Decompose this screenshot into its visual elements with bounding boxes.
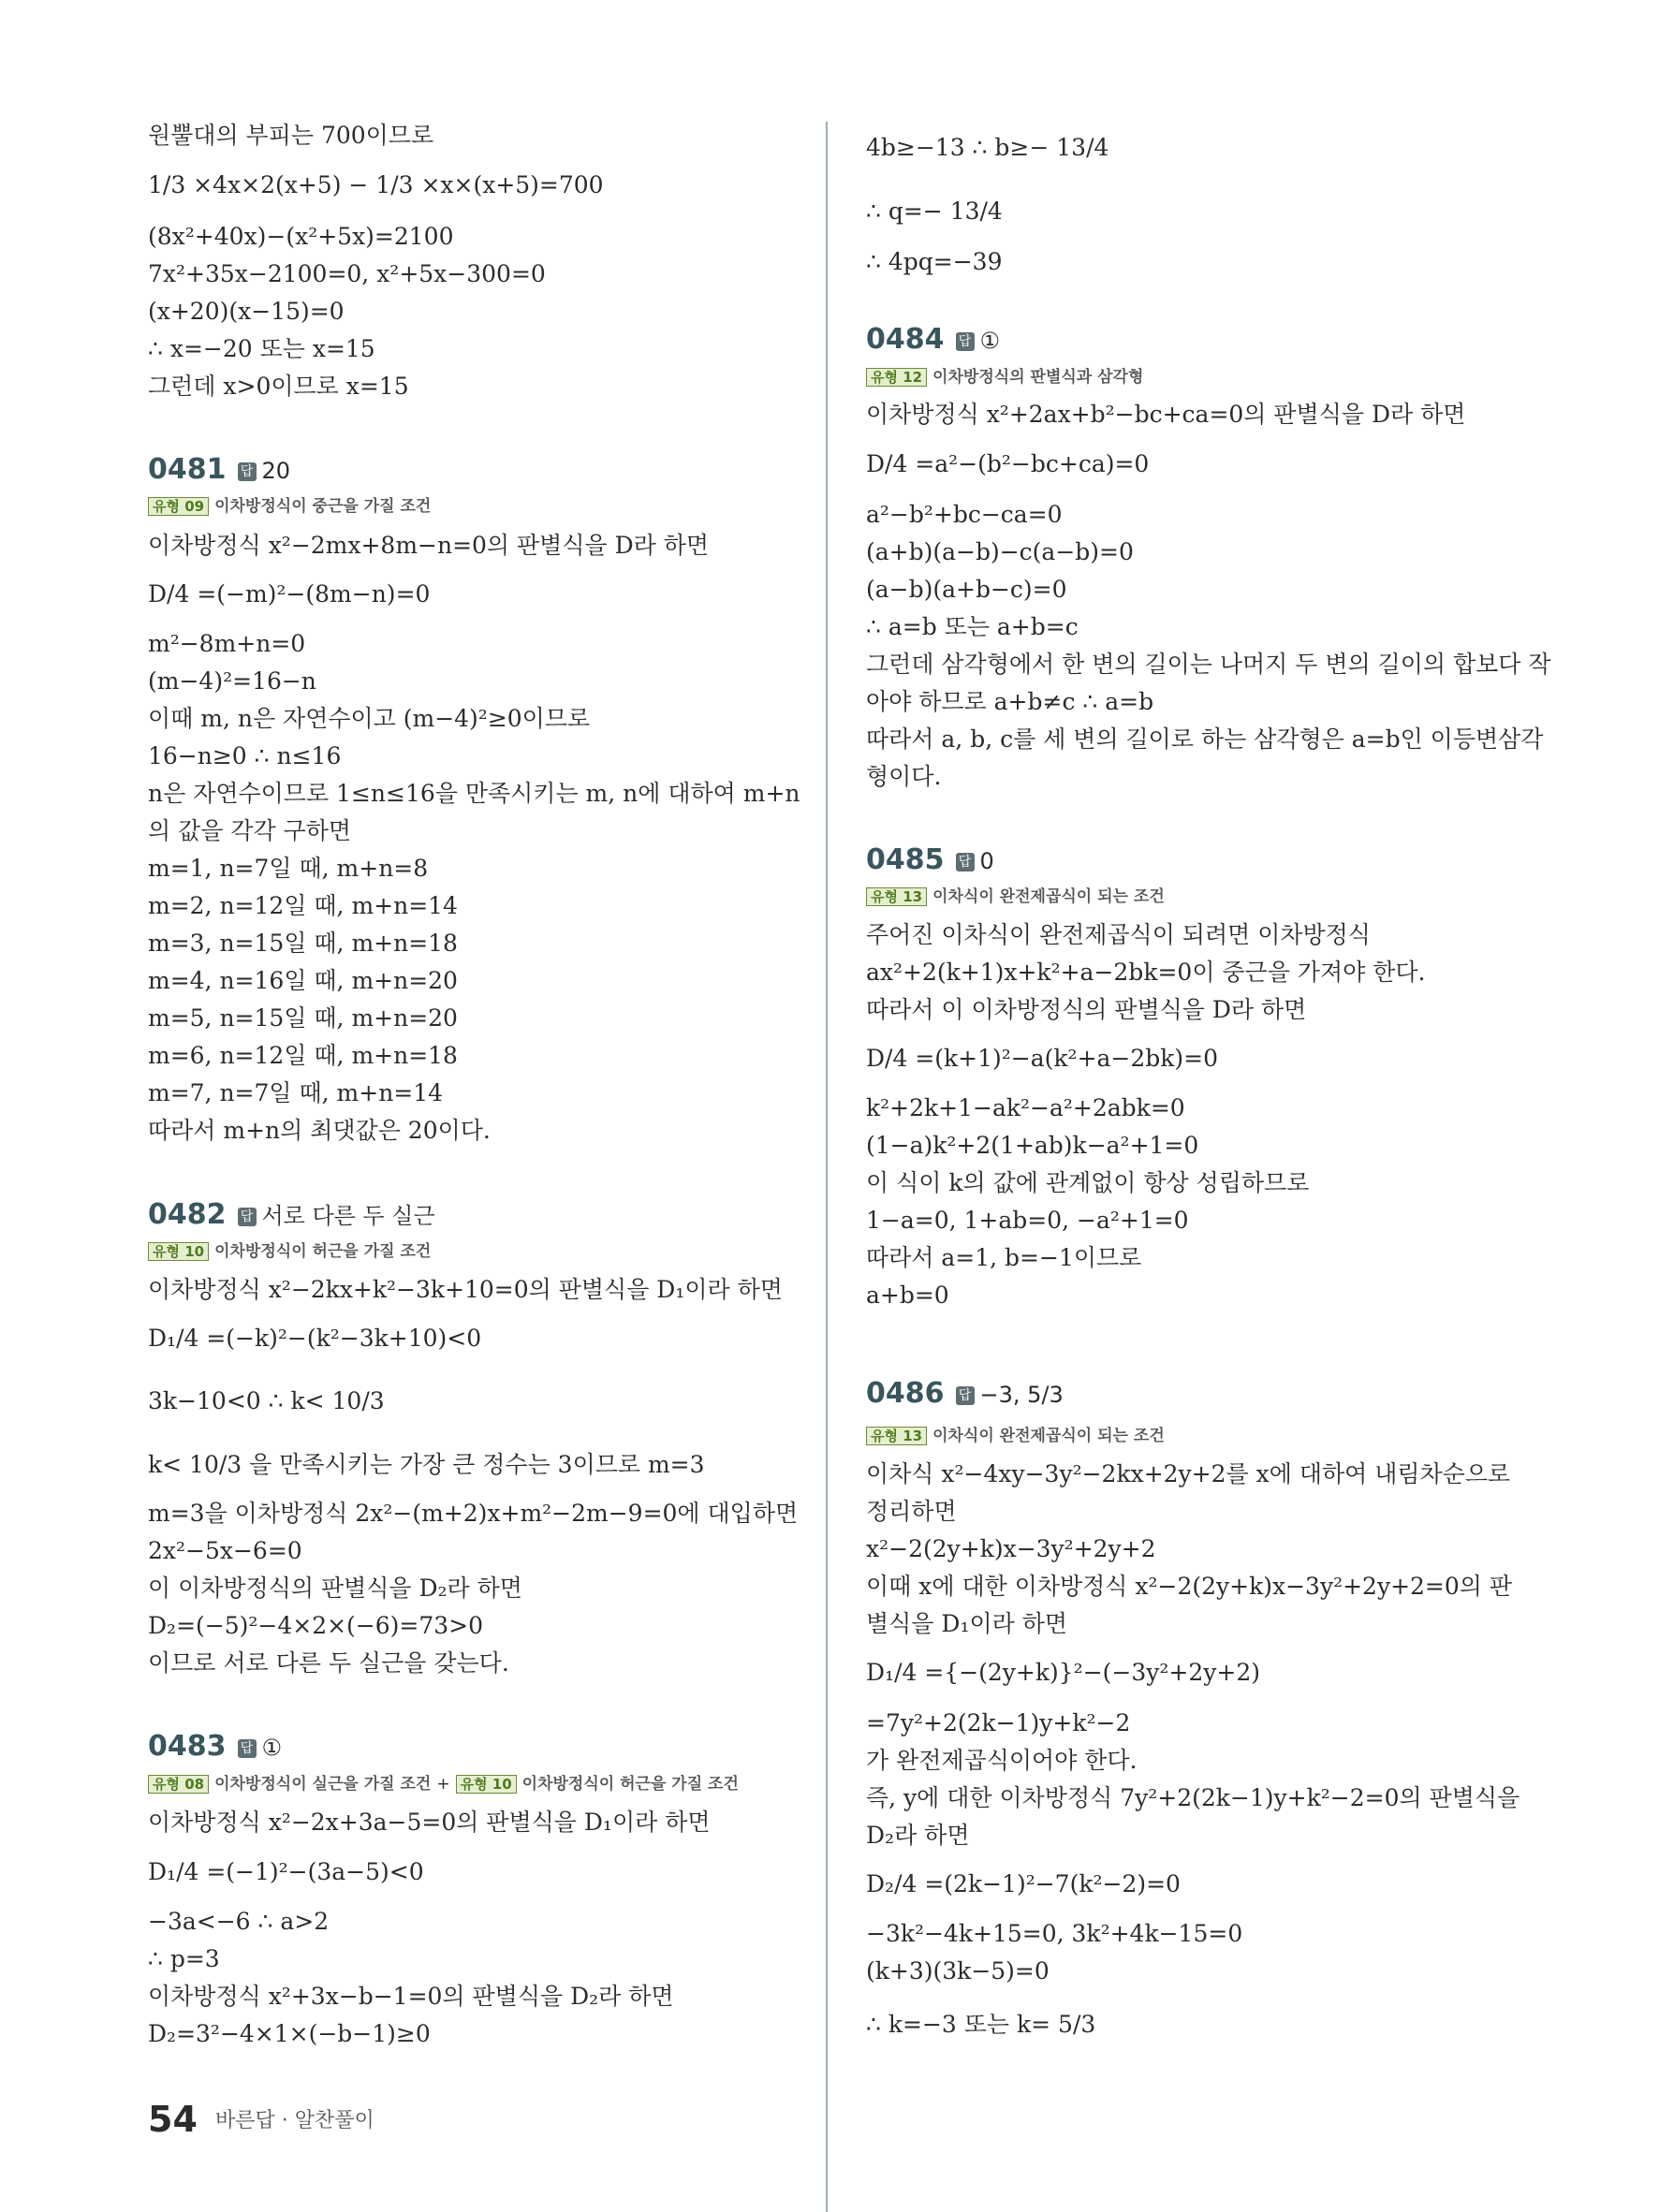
problem-type-row — [148, 1241, 436, 1262]
solution-line: ∴ p=3 — [148, 1945, 220, 1972]
solution-line: 이차방정식 x²−2kx+k²−3k+10=0의 판별식을 D₁이라 하면 — [148, 1276, 783, 1303]
problem-type-row — [866, 1426, 1170, 1446]
solution-line: (a−b)(a+b−c)=0 — [866, 576, 1067, 603]
solution-line: 이차방정식 x²+3x−b−1=0의 판별식을 D₂라 하면 — [148, 1983, 674, 2010]
problem-header — [148, 1197, 435, 1231]
solution-line: D/4 =a²−(b²−bc+ca)=0 — [866, 450, 1150, 477]
type-badge: 유형 12 — [866, 368, 927, 387]
solution-line: D₂=3²−4×1×(−b−1)≥0 — [148, 2020, 431, 2047]
solution-line: 7x²+35x−2100=0, x²+5x−300=0 — [148, 260, 546, 287]
solution-line: m=4, n=16일 때, m+n=20 — [148, 967, 458, 994]
problem-answer: ① — [979, 328, 1001, 354]
solution-line: 이 식이 k의 값에 관계없이 항상 성립하므로 — [866, 1169, 1310, 1196]
solution-line: m=1, n=7일 때, m+n=8 — [148, 855, 429, 882]
type-name: 이차방정식의 판별식과 삼각형 — [932, 368, 1144, 387]
type-badge: 유형 08 — [148, 1775, 209, 1794]
problem-header — [866, 323, 1000, 356]
solution-line: 따라서 a=1, b=−1이므로 — [866, 1244, 1142, 1271]
problem-number: 0483 — [148, 1730, 227, 1763]
problem-header — [866, 1377, 1064, 1410]
problem-number: 0485 — [866, 843, 945, 876]
type-badge: 유형 10 — [148, 1242, 209, 1261]
solution-line: D₂라 하면 — [866, 1822, 970, 1849]
problem-header — [148, 1730, 282, 1763]
solution-line: 그런데 삼각형에서 한 변의 길이는 나머지 두 변의 길이의 합보다 작 — [866, 651, 1551, 678]
solution-line: D/4 =(−m)²−(8m−n)=0 — [148, 580, 431, 608]
problem-type-row — [866, 367, 1149, 388]
solution-line: D₂/4 =(2k−1)²−7(k²−2)=0 — [866, 1870, 1181, 1897]
problem-answer: 서로 다른 두 실근 — [261, 1203, 435, 1229]
answer-icon: 답 — [956, 1386, 975, 1405]
page-footer — [148, 2099, 374, 2140]
type-badge: 유형 13 — [866, 1427, 927, 1445]
solution-line: 1/3 ×4x×2(x+5) − 1/3 ×x×(x+5)=700 — [148, 171, 604, 198]
answer-icon: 답 — [956, 853, 975, 872]
solution-line: 이때 m, n은 자연수이고 (m−4)²≥0이므로 — [148, 705, 591, 732]
book-subtitle: 바른답 · 알찬풀이 — [214, 2109, 374, 2132]
solution-line: D₁/4 ={−(2y+k)}²−(−3y²+2y+2) — [866, 1659, 1260, 1686]
solution-line: 따라서 m+n의 최댓값은 20이다. — [148, 1117, 491, 1144]
solution-line: 아야 하므로 a+b≠c ∴ a=b — [866, 688, 1154, 715]
solution-line: k< 10/3 을 만족시키는 가장 큰 정수는 3이므로 m=3 — [148, 1451, 705, 1478]
solution-line: m=6, n=12일 때, m+n=18 — [148, 1042, 458, 1069]
solution-line: (8x²+40x)−(x²+5x)=2100 — [148, 223, 454, 250]
solution-line: x²−2(2y+k)x−3y²+2y+2 — [866, 1535, 1156, 1562]
solution-line: 그런데 x>0이므로 x=15 — [148, 373, 409, 400]
solution-line: 의 값을 각각 구하면 — [148, 817, 352, 844]
solution-line: 이차방정식 x²−2x+3a−5=0의 판별식을 D₁이라 하면 — [148, 1809, 711, 1836]
type-name: 이차방정식이 실근을 가질 조건 — [214, 1775, 432, 1794]
solution-line: D/4 =(k+1)²−a(k²+a−2bk)=0 — [866, 1045, 1219, 1072]
solution-line: 1−a=0, 1+ab=0, −a²+1=0 — [866, 1207, 1189, 1234]
solution-line: (a+b)(a−b)−c(a−b)=0 — [866, 538, 1134, 565]
problem-type-row — [866, 886, 1170, 907]
solution-line: −3k²−4k+15=0, 3k²+4k−15=0 — [866, 1920, 1243, 1947]
solution-line: m=3, n=15일 때, m+n=18 — [148, 930, 458, 957]
type-badge: 유형 10 — [456, 1775, 517, 1794]
problem-number: 0482 — [148, 1198, 227, 1231]
solution-line: ax²+2(k+1)x+k²+a−2bk=0이 중근을 가져야 한다. — [866, 959, 1426, 986]
page-number: 54 — [148, 2099, 198, 2140]
answer-icon: 답 — [956, 332, 975, 351]
solution-line: 이차방정식 x²+2ax+b²−bc+ca=0의 판별식을 D라 하면 — [866, 401, 1466, 428]
column-divider — [826, 122, 828, 2212]
solution-line: ∴ a=b 또는 a+b=c — [866, 613, 1079, 640]
solution-line: ∴ x=−20 또는 x=15 — [148, 335, 375, 362]
solution-line: 16−n≥0 ∴ n≤16 — [148, 742, 342, 769]
type-name: 이차방정식이 허근을 가질 조건 — [214, 1242, 432, 1261]
solution-line: 정리하면 — [866, 1498, 957, 1525]
solution-line: k²+2k+1−ak²−a²+2abk=0 — [866, 1094, 1185, 1121]
answer-icon: 답 — [238, 1739, 257, 1758]
problem-header — [866, 843, 994, 876]
solution-line: 2x²−5x−6=0 — [148, 1537, 302, 1564]
solution-line: a+b=0 — [866, 1282, 949, 1309]
solution-line: 형이다. — [866, 763, 942, 790]
solution-line: 따라서 이 이차방정식의 판별식을 D라 하면 — [866, 996, 1307, 1023]
solution-line: m=5, n=15일 때, m+n=20 — [148, 1004, 458, 1032]
type-name: 이차방정식이 중근을 가질 조건 — [214, 497, 432, 516]
solution-line: D₁/4 =(−k)²−(k²−3k+10)<0 — [148, 1325, 482, 1352]
solution-line: 별식을 D₁이라 하면 — [866, 1610, 1068, 1637]
solution-line: 이차식 x²−4xy−3y²−2kx+2y+2를 x에 대하여 내림차순으로 — [866, 1460, 1511, 1487]
solution-line: (m−4)²=16−n — [148, 667, 316, 695]
type-name: 이차식이 완전제곱식이 되는 조건 — [932, 887, 1165, 906]
problem-header — [148, 453, 290, 486]
solution-line: 이 이차방정식의 판별식을 D₂라 하면 — [148, 1575, 522, 1602]
solution-line: m=2, n=12일 때, m+n=14 — [148, 892, 458, 919]
solution-line: m=3을 이차방정식 2x²−(m+2)x+m²−2m−9=0에 대입하면 — [148, 1500, 799, 1527]
solution-line: 이차방정식 x²−2mx+8m−n=0의 판별식을 D라 하면 — [148, 532, 710, 559]
solution-line: m=7, n=7일 때, m+n=14 — [148, 1079, 444, 1106]
solution-line: (x+20)(x−15)=0 — [148, 298, 345, 325]
solution-line: ∴ k=−3 또는 k= 5/3 — [866, 2011, 1096, 2038]
solution-line: ∴ q=− 13/4 — [866, 198, 1003, 225]
solution-line: m²−8m+n=0 — [148, 630, 306, 657]
problem-number: 0486 — [866, 1377, 945, 1410]
type-name: 이차방정식이 허근을 가질 조건 — [521, 1775, 739, 1794]
problem-answer: ① — [261, 1735, 283, 1761]
solution-line: D₂=(−5)²−4×2×(−6)=73>0 — [148, 1612, 484, 1639]
type-badge: 유형 09 — [148, 497, 209, 516]
solution-line: 이므로 서로 다른 두 실근을 갖는다. — [148, 1649, 509, 1677]
solution-line: D₁/4 =(−1)²−(3a−5)<0 — [148, 1858, 424, 1885]
solution-line: (k+3)(3k−5)=0 — [866, 1957, 1050, 1985]
solution-line: 4b≥−13 ∴ b≥− 13/4 — [866, 134, 1109, 161]
type-name: 이차식이 완전제곱식이 되는 조건 — [932, 1427, 1165, 1445]
solution-line: 원뿔대의 부피는 700이므로 — [148, 122, 434, 149]
answer-icon: 답 — [238, 462, 257, 481]
solution-line: 3k−10<0 ∴ k< 10/3 — [148, 1387, 385, 1414]
solution-line: 이때 x에 대한 이차방정식 x²−2(2y+k)x−3y²+2y+2=0의 판 — [866, 1573, 1513, 1600]
answer-icon: 답 — [238, 1208, 257, 1226]
problem-answer: 0 — [979, 848, 994, 874]
solution-line: 즉, y에 대한 이차방정식 7y²+2(2k−1)y+k²−2=0의 판별식을 — [866, 1784, 1520, 1811]
solution-line: 따라서 a, b, c를 세 변의 길이로 하는 삼각형은 a=b인 이등변삼각 — [866, 725, 1544, 753]
solution-line: =7y²+2(2k−1)y+k²−2 — [866, 1709, 1131, 1736]
solution-line: −3a<−6 ∴ a>2 — [148, 1908, 330, 1935]
solution-line: n은 자연수이므로 1≤n≤16을 만족시키는 m, n에 대하여 m+n — [148, 780, 800, 807]
type-badge: 유형 13 — [866, 887, 927, 906]
problem-number: 0481 — [148, 453, 227, 486]
solution-line: a²−b²+bc−ca=0 — [866, 501, 1063, 528]
solution-line: (1−a)k²+2(1+ab)k−a²+1=0 — [866, 1132, 1199, 1159]
problem-answer: −3, 5/3 — [979, 1382, 1064, 1408]
solution-line: ∴ 4pq=−39 — [866, 248, 1003, 275]
problem-type-row — [148, 496, 436, 517]
problem-number: 0484 — [866, 323, 945, 356]
solution-line: 주어진 이차식이 완전제곱식이 되려면 이차방정식 — [866, 921, 1371, 948]
solution-line: 가 완전제곱식이어야 한다. — [866, 1747, 1138, 1774]
problem-answer: 20 — [261, 458, 291, 484]
problem-type-row — [148, 1774, 744, 1795]
type-plus: + — [436, 1775, 450, 1794]
